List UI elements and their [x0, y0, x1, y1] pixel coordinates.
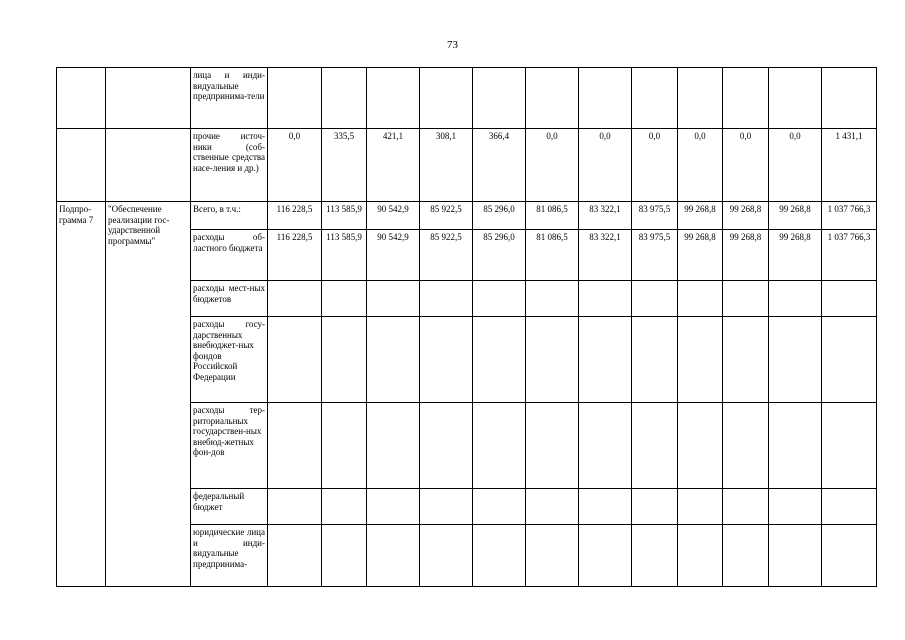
value-cell: [632, 68, 678, 129]
value-cell: [822, 281, 877, 317]
value-cell: [473, 403, 526, 489]
program-title-cell: "Обеспечение реализации гос-ударственной программы": [106, 202, 191, 587]
value-cell: 1 037 766,3: [822, 202, 877, 230]
value-cell: [579, 68, 632, 129]
value-cell: 113 585,9: [322, 202, 367, 230]
value-cell: 308,1: [420, 129, 473, 202]
program-code-cell: [57, 68, 106, 129]
value-cell: [822, 317, 877, 403]
value-cell: [322, 68, 367, 129]
value-cell: 0,0: [632, 129, 678, 202]
value-cell: [769, 317, 822, 403]
value-cell: [723, 525, 769, 587]
value-cell: [678, 403, 723, 489]
value-cell: 83 975,5: [632, 202, 678, 230]
value-cell: [632, 489, 678, 525]
value-cell: 0,0: [579, 129, 632, 202]
value-cell: [769, 525, 822, 587]
value-cell: [723, 68, 769, 129]
value-cell: 85 296,0: [473, 202, 526, 230]
value-cell: 0,0: [268, 129, 322, 202]
value-cell: 0,0: [723, 129, 769, 202]
value-cell: [322, 489, 367, 525]
value-cell: [678, 489, 723, 525]
value-cell: 81 086,5: [526, 202, 579, 230]
value-cell: [367, 317, 420, 403]
page-number: 73: [447, 39, 458, 51]
source-label: расходы мест-ных бюджетов: [191, 281, 268, 317]
value-cell: [723, 489, 769, 525]
value-cell: 85 296,0: [473, 230, 526, 281]
value-cell: [268, 403, 322, 489]
value-cell: [769, 403, 822, 489]
value-cell: [367, 68, 420, 129]
value-cell: 99 268,8: [678, 202, 723, 230]
value-cell: [322, 525, 367, 587]
source-label: расходы госу-дарственных внебюджет-ных фондов Российской Федерации: [191, 317, 268, 403]
value-cell: 85 922,5: [420, 230, 473, 281]
value-cell: [526, 489, 579, 525]
value-cell: [579, 489, 632, 525]
value-cell: 85 922,5: [420, 202, 473, 230]
value-cell: [268, 68, 322, 129]
value-cell: 81 086,5: [526, 230, 579, 281]
value-cell: 113 585,9: [322, 230, 367, 281]
value-cell: [420, 317, 473, 403]
value-cell: [268, 525, 322, 587]
source-label: расходы об-ластного бюджета: [191, 230, 268, 281]
value-cell: [632, 317, 678, 403]
value-cell: [473, 525, 526, 587]
value-cell: [420, 489, 473, 525]
value-cell: [367, 403, 420, 489]
value-cell: [579, 403, 632, 489]
value-cell: [526, 281, 579, 317]
value-cell: [723, 317, 769, 403]
value-cell: [526, 403, 579, 489]
value-cell: [723, 281, 769, 317]
value-cell: [367, 489, 420, 525]
value-cell: [268, 317, 322, 403]
value-cell: [769, 281, 822, 317]
program-code-cell: Подпро-грамма 7: [57, 202, 106, 587]
value-cell: [579, 317, 632, 403]
value-cell: 83 322,1: [579, 230, 632, 281]
source-label: Всего, в т.ч.:: [191, 202, 268, 230]
value-cell: [632, 403, 678, 489]
value-cell: 421,1: [367, 129, 420, 202]
table-row: [57, 202, 877, 230]
source-label: прочие источ-ники (соб-ственные средства насе-ления и др.): [191, 129, 268, 202]
value-cell: [632, 281, 678, 317]
value-cell: [579, 525, 632, 587]
value-cell: [322, 403, 367, 489]
program-title-cell: [106, 68, 191, 129]
source-label: расходы тер-риториальных государствен-ных внебюд-жетных фон-дов: [191, 403, 268, 489]
value-cell: [420, 403, 473, 489]
value-cell: [420, 68, 473, 129]
value-cell: 1 037 766,3: [822, 230, 877, 281]
value-cell: [822, 403, 877, 489]
budget-table: [56, 67, 877, 587]
table-row: [57, 129, 877, 202]
value-cell: [367, 281, 420, 317]
value-cell: 366,4: [473, 129, 526, 202]
value-cell: [268, 489, 322, 525]
table-row: [57, 68, 877, 129]
value-cell: [526, 317, 579, 403]
value-cell: [526, 68, 579, 129]
value-cell: [723, 403, 769, 489]
value-cell: 335,5: [322, 129, 367, 202]
value-cell: [322, 317, 367, 403]
value-cell: 99 268,8: [769, 230, 822, 281]
value-cell: [678, 525, 723, 587]
value-cell: [579, 281, 632, 317]
value-cell: 90 542,9: [367, 230, 420, 281]
value-cell: 90 542,9: [367, 202, 420, 230]
value-cell: 99 268,8: [723, 202, 769, 230]
value-cell: 83 322,1: [579, 202, 632, 230]
value-cell: [420, 281, 473, 317]
value-cell: [322, 281, 367, 317]
value-cell: [473, 281, 526, 317]
program-code-cell: [57, 129, 106, 202]
value-cell: 0,0: [769, 129, 822, 202]
value-cell: [526, 525, 579, 587]
value-cell: [473, 317, 526, 403]
source-label: юридические лица и инди-видуальные предпринима-: [191, 525, 268, 587]
value-cell: [769, 68, 822, 129]
value-cell: [822, 489, 877, 525]
value-cell: [822, 525, 877, 587]
program-title-cell: [106, 129, 191, 202]
value-cell: [678, 68, 723, 129]
value-cell: [678, 281, 723, 317]
value-cell: 99 268,8: [678, 230, 723, 281]
value-cell: 83 975,5: [632, 230, 678, 281]
value-cell: [822, 68, 877, 129]
value-cell: [473, 68, 526, 129]
value-cell: [473, 489, 526, 525]
value-cell: 0,0: [526, 129, 579, 202]
value-cell: [268, 281, 322, 317]
value-cell: [678, 317, 723, 403]
value-cell: 99 268,8: [723, 230, 769, 281]
value-cell: [367, 525, 420, 587]
source-label: лица и инди-видуальные предпринима-тели: [191, 68, 268, 129]
value-cell: 116 228,5: [268, 202, 322, 230]
value-cell: [769, 489, 822, 525]
value-cell: 0,0: [678, 129, 723, 202]
value-cell: 99 268,8: [769, 202, 822, 230]
value-cell: 116 228,5: [268, 230, 322, 281]
source-label: федеральный бюджет: [191, 489, 268, 525]
value-cell: 1 431,1: [822, 129, 877, 202]
value-cell: [632, 525, 678, 587]
value-cell: [420, 525, 473, 587]
